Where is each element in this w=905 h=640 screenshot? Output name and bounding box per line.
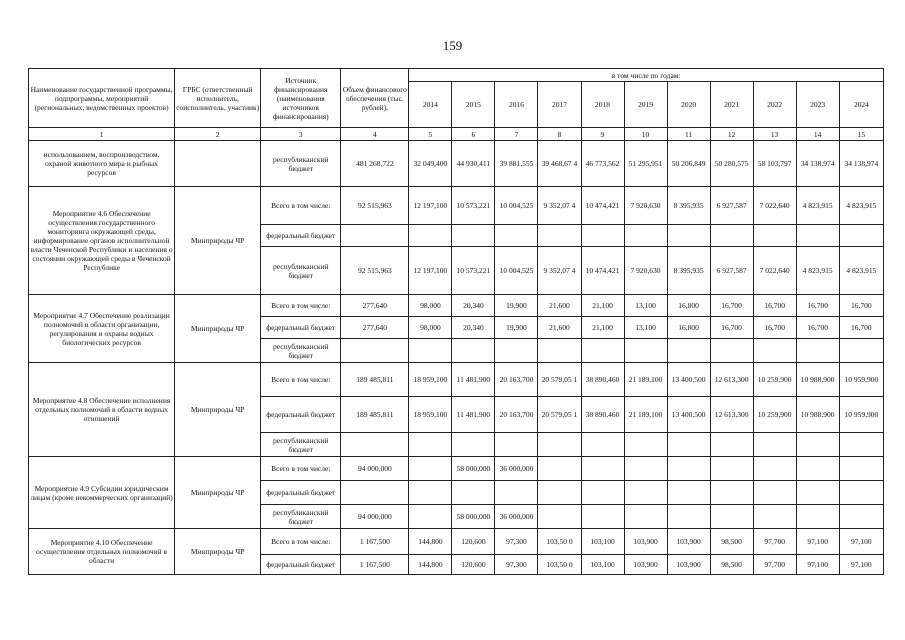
year-value: 11 481,900 xyxy=(452,397,495,433)
column-number: 10 xyxy=(624,128,667,141)
year-value: 50 280,575 xyxy=(710,141,753,187)
year-value xyxy=(710,339,753,363)
year-value: 19,900 xyxy=(495,317,538,339)
year-value: 98,000 xyxy=(409,317,452,339)
column-number: 12 xyxy=(710,128,753,141)
column-number: 1 xyxy=(29,128,175,141)
year-value: 97,300 xyxy=(495,555,538,575)
year-value: 44 930,411 xyxy=(452,141,495,187)
year-value: 21,100 xyxy=(581,295,624,317)
measure-name: Мероприятие 4.8 Обеспечение исполнения отдельных полномочий в области водных отношений xyxy=(29,363,175,457)
year-value: 20,340 xyxy=(452,295,495,317)
header-grbs: ГРБС (ответственный исполнитель, соисполнитель, участник) xyxy=(175,69,261,128)
year-value: 18 959,100 xyxy=(409,363,452,397)
year-value: 97,100 xyxy=(839,529,883,555)
year-value: 9 352,07 4 xyxy=(538,187,581,225)
column-number: 7 xyxy=(495,128,538,141)
source-cell: Всего в том числе: xyxy=(261,457,341,481)
year-value: 103,900 xyxy=(624,529,667,555)
year-value: 20 579,05 1 xyxy=(538,363,581,397)
year-value: 12 197,100 xyxy=(409,187,452,225)
year-header: 2016 xyxy=(495,82,538,128)
year-value: 51 295,951 xyxy=(624,141,667,187)
page-number: 159 xyxy=(442,38,463,53)
year-value: 16,700 xyxy=(710,317,753,339)
year-value: 98,500 xyxy=(710,529,753,555)
year-value: 16,700 xyxy=(753,317,796,339)
year-value: 10 959,900 xyxy=(839,363,883,397)
total-cell xyxy=(341,481,409,505)
year-value: 120,600 xyxy=(452,555,495,575)
grbs-cell: Минприроды ЧР xyxy=(175,457,261,529)
total-cell: 1 167,500 xyxy=(341,555,409,575)
year-value: 10 573,221 xyxy=(452,247,495,295)
year-value xyxy=(538,225,581,247)
table-row xyxy=(29,529,884,555)
year-value xyxy=(796,339,839,363)
year-value xyxy=(624,505,667,529)
year-value: 34 138,974 xyxy=(796,141,839,187)
year-value: 13 400,500 xyxy=(667,397,710,433)
header-source: Источник финансирования (наименования источников финансирования) xyxy=(261,69,341,128)
year-header: 2022 xyxy=(753,82,796,128)
year-value: 20 163,700 xyxy=(495,363,538,397)
year-value: 21,600 xyxy=(538,295,581,317)
year-value xyxy=(624,481,667,505)
year-value xyxy=(667,457,710,481)
year-value xyxy=(796,433,839,457)
year-value xyxy=(581,457,624,481)
year-value: 16,800 xyxy=(667,317,710,339)
year-header: 2021 xyxy=(710,82,753,128)
year-value xyxy=(538,481,581,505)
measure-name: Мероприятие 4.7 Обеспечение реализации полномочий в области организации, регулирования и охраны водных биологических ресурсов xyxy=(29,295,175,363)
year-value xyxy=(839,481,883,505)
year-value xyxy=(839,457,883,481)
column-number: 11 xyxy=(667,128,710,141)
year-value: 10 259,900 xyxy=(753,363,796,397)
year-value: 103,900 xyxy=(667,555,710,575)
year-value: 103,100 xyxy=(581,529,624,555)
year-value: 10 959,900 xyxy=(839,397,883,433)
total-cell: 189 485,811 xyxy=(341,363,409,397)
column-number: 9 xyxy=(581,128,624,141)
year-value: 103,100 xyxy=(581,555,624,575)
year-value: 10 988,900 xyxy=(796,397,839,433)
year-value: 16,700 xyxy=(710,295,753,317)
total-cell xyxy=(341,225,409,247)
source-cell: республиканский бюджет xyxy=(261,247,341,295)
year-value: 16,700 xyxy=(839,317,883,339)
column-number: 14 xyxy=(796,128,839,141)
year-value: 20 579,05 1 xyxy=(538,397,581,433)
year-value xyxy=(667,339,710,363)
year-value: 10 474,421 xyxy=(581,247,624,295)
year-value xyxy=(710,505,753,529)
year-value: 10 988,900 xyxy=(796,363,839,397)
year-value xyxy=(495,481,538,505)
year-value: 97,100 xyxy=(796,529,839,555)
year-value: 6 927,587 xyxy=(710,247,753,295)
total-cell: 189 485,811 xyxy=(341,397,409,433)
source-cell: Всего в том числе: xyxy=(261,295,341,317)
year-value: 10 573,221 xyxy=(452,187,495,225)
grbs-cell xyxy=(175,141,261,187)
year-value xyxy=(409,433,452,457)
year-value: 103,900 xyxy=(624,555,667,575)
year-value: 21,100 xyxy=(581,317,624,339)
year-value xyxy=(624,225,667,247)
year-value xyxy=(581,505,624,529)
year-value: 97,700 xyxy=(753,555,796,575)
year-value: 46 773,562 xyxy=(581,141,624,187)
measure-name: Мероприятие 4.9 Субсидии юридическим лицам (кроме некоммерческих организаций) xyxy=(29,457,175,529)
source-cell: федеральный бюджет xyxy=(261,317,341,339)
year-value xyxy=(667,481,710,505)
total-cell: 1 167,500 xyxy=(341,529,409,555)
year-header: 2024 xyxy=(839,82,883,128)
year-value: 58 000,000 xyxy=(452,457,495,481)
source-cell: Всего в том числе: xyxy=(261,187,341,225)
measure-name: Мероприятие 4.6 Обеспечение осуществления государственного мониторинга окружающей среды, информирование органов исполнительной власти Чеченской Республики и населения о состоянии окружающей среды в Чеченской Республике xyxy=(29,187,175,295)
year-value: 10 004,525 xyxy=(495,247,538,295)
source-cell: Всего в том числе: xyxy=(261,529,341,555)
year-value: 13,100 xyxy=(624,295,667,317)
year-header: 2015 xyxy=(452,82,495,128)
year-value: 103,50 0 xyxy=(538,555,581,575)
year-value xyxy=(581,339,624,363)
year-value: 36 000,000 xyxy=(495,505,538,529)
measure-name: использованием, воспроизводством, охраной животного мира и рыбных ресурсов xyxy=(29,141,175,187)
budget-table xyxy=(28,68,884,575)
year-value xyxy=(495,339,538,363)
year-value xyxy=(409,481,452,505)
year-value xyxy=(710,433,753,457)
table-row xyxy=(29,187,884,225)
column-number: 5 xyxy=(409,128,452,141)
year-value xyxy=(624,339,667,363)
year-value: 4 823,915 xyxy=(839,187,883,225)
year-header: 2020 xyxy=(667,82,710,128)
source-cell: федеральный бюджет xyxy=(261,225,341,247)
source-cell: республиканский бюджет xyxy=(261,433,341,457)
year-value xyxy=(839,225,883,247)
year-value xyxy=(409,225,452,247)
year-value: 16,700 xyxy=(839,295,883,317)
column-number: 6 xyxy=(452,128,495,141)
year-value: 50 206,849 xyxy=(667,141,710,187)
header-total: Объем финансового обеспечения (тыс. рублей), xyxy=(341,69,409,128)
year-value: 7 920,630 xyxy=(624,187,667,225)
year-value xyxy=(624,433,667,457)
year-value xyxy=(839,339,883,363)
column-number: 3 xyxy=(261,128,341,141)
year-value: 21 189,100 xyxy=(624,363,667,397)
column-number: 15 xyxy=(839,128,883,141)
year-value: 36 000,000 xyxy=(495,457,538,481)
column-number: 13 xyxy=(753,128,796,141)
year-value: 8 395,935 xyxy=(667,247,710,295)
year-header: 2023 xyxy=(796,82,839,128)
year-value: 21,600 xyxy=(538,317,581,339)
year-value xyxy=(624,457,667,481)
year-value xyxy=(753,225,796,247)
table-row xyxy=(29,457,884,481)
year-value: 8 395,935 xyxy=(667,187,710,225)
source-cell: Всего в том числе: xyxy=(261,363,341,397)
header-program: Наименование государственной программы, подпрограммы, мероприятий (региональных, ведомственных проектов) xyxy=(29,69,175,128)
year-value xyxy=(581,481,624,505)
year-value xyxy=(796,505,839,529)
year-value: 13 400,500 xyxy=(667,363,710,397)
year-value xyxy=(409,339,452,363)
source-cell: федеральный бюджет xyxy=(261,555,341,575)
year-value xyxy=(495,225,538,247)
year-value: 6 927,587 xyxy=(710,187,753,225)
year-value: 16,700 xyxy=(753,295,796,317)
year-header: 2018 xyxy=(581,82,624,128)
source-cell: республиканский бюджет xyxy=(261,339,341,363)
year-value xyxy=(796,481,839,505)
year-value: 10 259,900 xyxy=(753,397,796,433)
year-value: 39 881,555 xyxy=(495,141,538,187)
year-value xyxy=(839,505,883,529)
year-header: 2019 xyxy=(624,82,667,128)
column-number: 2 xyxy=(175,128,261,141)
grbs-cell: Минприроды ЧР xyxy=(175,187,261,295)
year-value: 16,700 xyxy=(796,317,839,339)
year-value: 16,800 xyxy=(667,295,710,317)
year-value: 38 890,460 xyxy=(581,397,624,433)
year-value: 58 103,797 xyxy=(753,141,796,187)
total-cell: 94 000,000 xyxy=(341,505,409,529)
year-value xyxy=(796,225,839,247)
measure-name: Мероприятие 4.10 Обеспечение осуществления отдельных полномочий в области xyxy=(29,529,175,575)
year-value xyxy=(452,225,495,247)
year-value: 12 613,300 xyxy=(710,397,753,433)
column-number: 8 xyxy=(538,128,581,141)
year-value xyxy=(753,505,796,529)
year-value: 19,900 xyxy=(495,295,538,317)
table-row xyxy=(29,295,884,317)
total-cell xyxy=(341,433,409,457)
year-value xyxy=(409,505,452,529)
year-value xyxy=(581,225,624,247)
year-header: 2017 xyxy=(538,82,581,128)
year-value xyxy=(667,225,710,247)
total-cell xyxy=(341,339,409,363)
year-value xyxy=(796,457,839,481)
source-cell: федеральный бюджет xyxy=(261,397,341,433)
year-value: 39 468,67 4 xyxy=(538,141,581,187)
column-number: 4 xyxy=(341,128,409,141)
year-value: 97,100 xyxy=(839,555,883,575)
total-cell: 92 515,963 xyxy=(341,187,409,225)
year-value: 12 613,300 xyxy=(710,363,753,397)
year-value xyxy=(452,433,495,457)
year-value: 98,000 xyxy=(409,295,452,317)
source-cell: республиканский бюджет xyxy=(261,505,341,529)
year-value: 4 823,915 xyxy=(839,247,883,295)
total-cell: 481 268,722 xyxy=(341,141,409,187)
year-value: 11 481,900 xyxy=(452,363,495,397)
header-by-years: в том числе по годам: xyxy=(409,69,884,82)
year-value xyxy=(667,505,710,529)
year-value xyxy=(667,433,710,457)
grbs-cell: Минприроды ЧР xyxy=(175,529,261,575)
year-value: 9 352,07 4 xyxy=(538,247,581,295)
year-value xyxy=(839,433,883,457)
year-value xyxy=(409,457,452,481)
year-value: 4 823,915 xyxy=(796,247,839,295)
year-value: 7 920,630 xyxy=(624,247,667,295)
year-value: 103,900 xyxy=(667,529,710,555)
source-cell: республиканский бюджет xyxy=(261,141,341,187)
year-value xyxy=(753,339,796,363)
total-cell: 277,640 xyxy=(341,295,409,317)
year-value: 7 022,640 xyxy=(753,247,796,295)
year-value: 7 022,640 xyxy=(753,187,796,225)
year-value: 144,800 xyxy=(409,529,452,555)
year-header: 2014 xyxy=(409,82,452,128)
year-value: 10 474,421 xyxy=(581,187,624,225)
total-cell: 277,640 xyxy=(341,317,409,339)
year-value: 13,100 xyxy=(624,317,667,339)
year-value xyxy=(452,339,495,363)
grbs-cell: Минприроды ЧР xyxy=(175,295,261,363)
year-value: 34 138,974 xyxy=(839,141,883,187)
year-value: 12 197,100 xyxy=(409,247,452,295)
year-value: 38 890,460 xyxy=(581,363,624,397)
year-value: 4 823,915 xyxy=(796,187,839,225)
year-value xyxy=(538,457,581,481)
total-cell: 92 515,963 xyxy=(341,247,409,295)
year-value: 16,700 xyxy=(796,295,839,317)
year-value xyxy=(753,481,796,505)
year-value: 144,800 xyxy=(409,555,452,575)
table-row xyxy=(29,141,884,187)
year-value: 21 189,100 xyxy=(624,397,667,433)
year-value: 20,340 xyxy=(452,317,495,339)
year-value: 97,700 xyxy=(753,529,796,555)
year-value xyxy=(581,433,624,457)
year-value: 20 163,700 xyxy=(495,397,538,433)
year-value xyxy=(753,457,796,481)
source-cell: федеральный бюджет xyxy=(261,481,341,505)
year-value: 18 959,100 xyxy=(409,397,452,433)
grbs-cell: Минприроды ЧР xyxy=(175,363,261,457)
table-row xyxy=(29,363,884,397)
year-value xyxy=(710,457,753,481)
year-value xyxy=(538,433,581,457)
total-cell: 94 000,000 xyxy=(341,457,409,481)
year-value xyxy=(452,481,495,505)
year-value: 98,500 xyxy=(710,555,753,575)
year-value xyxy=(538,505,581,529)
year-value xyxy=(495,433,538,457)
year-value: 10 004,525 xyxy=(495,187,538,225)
year-value: 58 000,000 xyxy=(452,505,495,529)
year-value: 120,600 xyxy=(452,529,495,555)
year-value: 97,300 xyxy=(495,529,538,555)
year-value: 97,100 xyxy=(796,555,839,575)
year-value xyxy=(753,433,796,457)
year-value xyxy=(710,225,753,247)
year-value: 32 049,400 xyxy=(409,141,452,187)
year-value xyxy=(538,339,581,363)
year-value: 103,50 0 xyxy=(538,529,581,555)
year-value xyxy=(710,481,753,505)
